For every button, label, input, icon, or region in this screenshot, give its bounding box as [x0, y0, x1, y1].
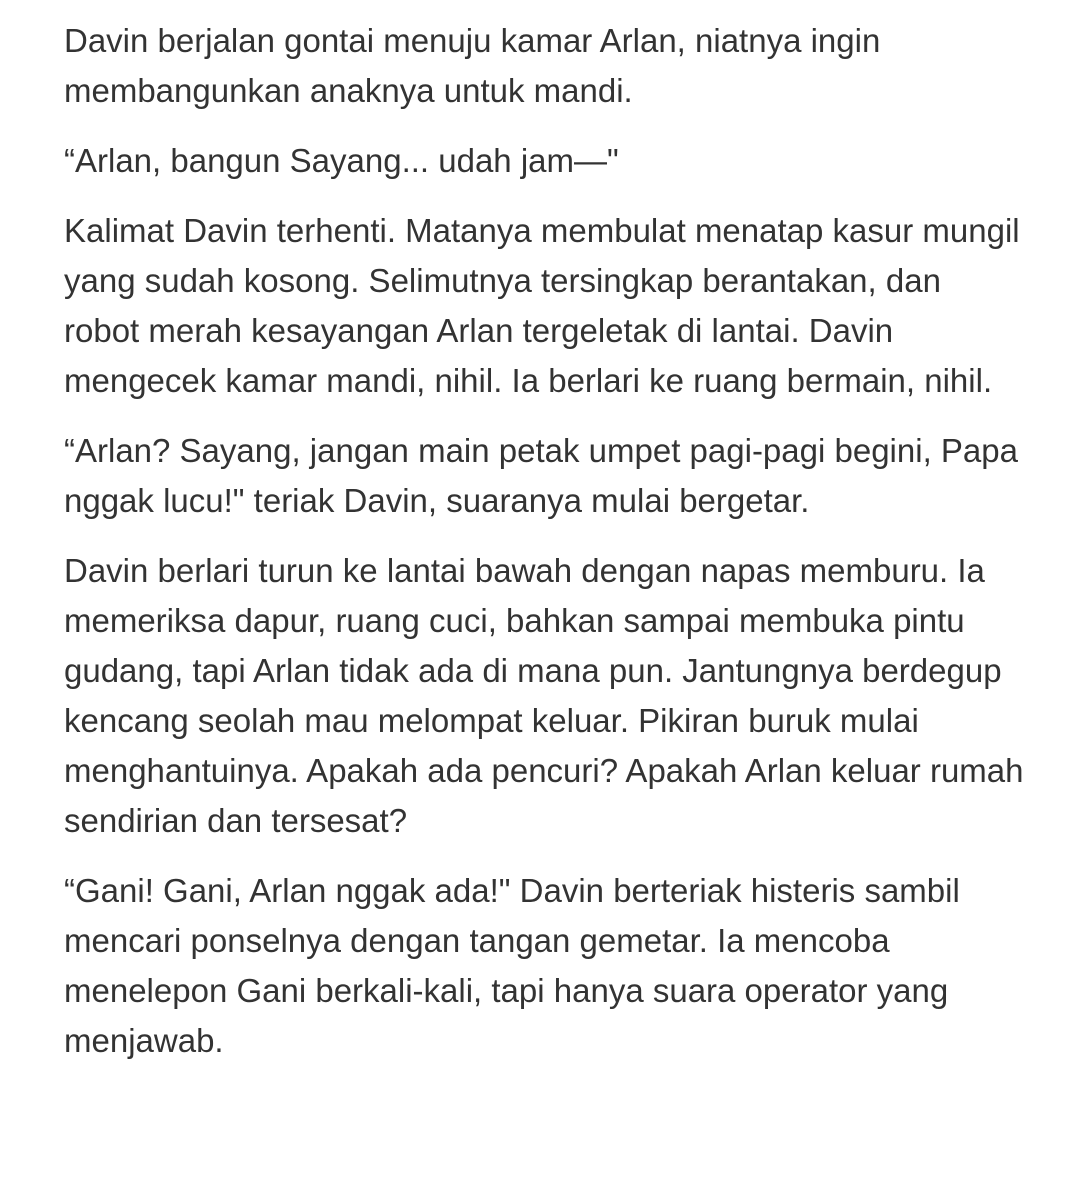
story-paragraph: “Arlan, bangun Sayang... udah jam—" — [64, 142, 619, 179]
story-paragraph: Davin berjalan gontai menuju kamar Arlan, niatnya ingin membangunkan anaknya untuk mandi. — [64, 22, 881, 109]
story-paragraph: Davin berlari turun ke lantai bawah dengan napas memburu. Ia memeriksa dapur, ruang cuci, bahkan sampai membuka pintu gudang, tapi Arlan tidak ada di mana pun. Jantungnya berdegup kencang seolah mau melompat keluar. Pikiran buruk mulai menghantuinya. Apakah ada pencuri? Apakah Arlan keluar rumah sendirian dan tersesat? — [64, 552, 1024, 839]
story-paragraph: “Arlan? Sayang, jangan main petak umpet pagi-pagi begini, Papa nggak lucu!" teriak Davin, suaranya mulai bergetar. — [64, 432, 1018, 519]
story-paragraph: “Gani! Gani, Arlan nggak ada!" Davin berteriak histeris sambil mencari ponselnya dengan tangan gemetar. Ia mencoba menelepon Gani berkali-kali, tapi hanya suara operator yang menjawab. — [64, 872, 960, 1059]
story-paragraph: Kalimat Davin terhenti. Matanya membulat menatap kasur mungil yang sudah kosong. Selimutnya tersingkap berantakan, dan robot merah kesayangan Arlan tergeletak di lantai. Davin mengecek kamar mandi, nihil. Ia berlari ke ruang bermain, nihil. — [64, 212, 1020, 399]
story-text — [64, 16, 1024, 1066]
